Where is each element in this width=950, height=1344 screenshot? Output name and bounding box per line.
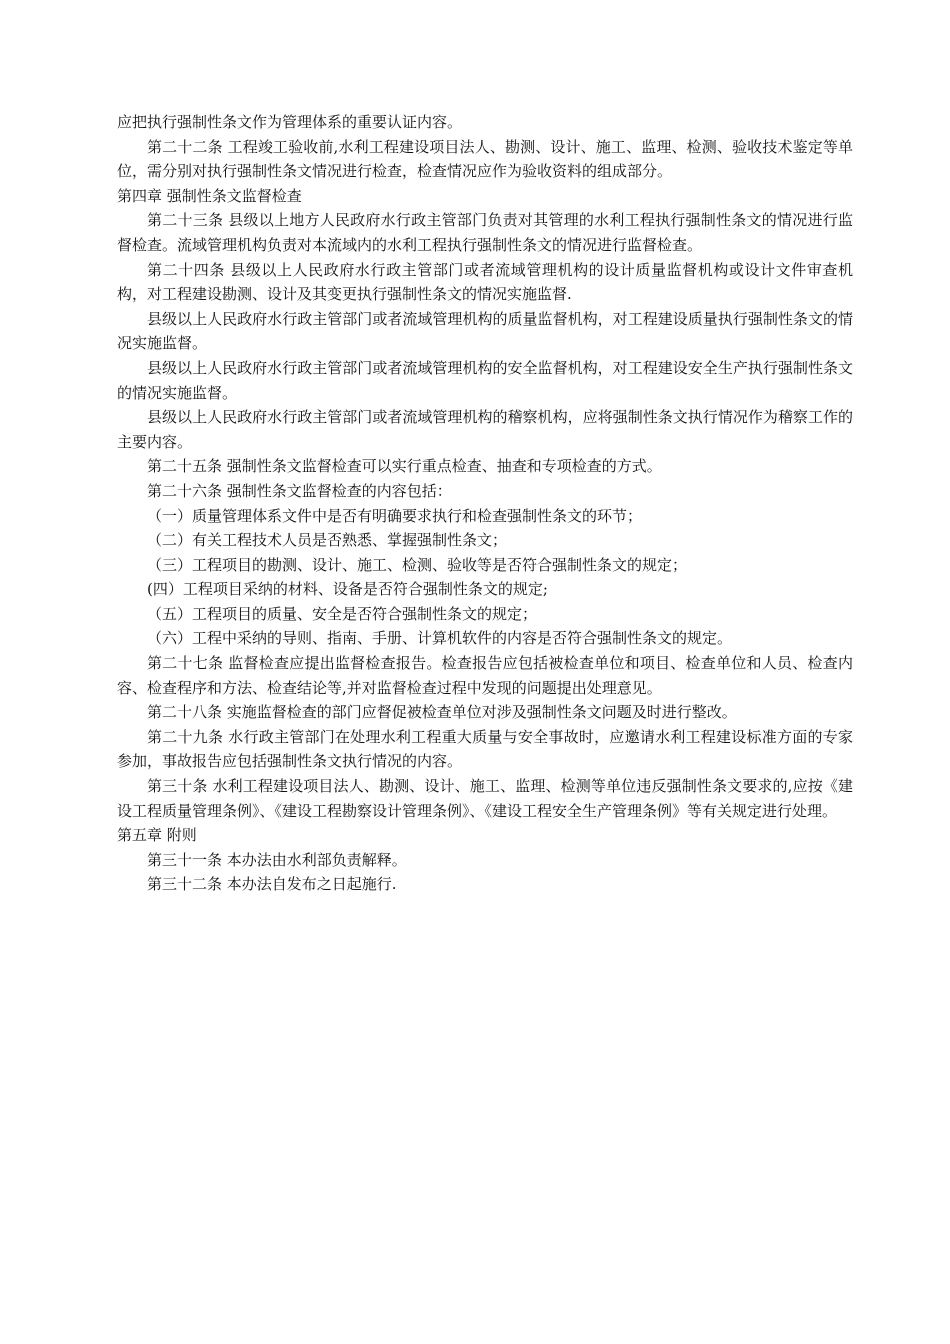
article-24-paragraph-2: 县级以上人民政府水行政主管部门或者流域管理机构的质量监督机构，对工程建设质量执行强制性条文的情况实施监督。 (117, 309, 853, 353)
article-26-item-3: （三）工程项目的勘测、设计、施工、检测、验收等是否符合强制性条文的规定； (147, 555, 688, 574)
article-26-item-6: （六）工程中采纳的导则、指南、手册、计算机软件的内容是否符合强制性条文的规定。 (147, 629, 733, 648)
article-29: 第二十九条 水行政主管部门在处理水利工程重大质量与安全事故时，应邀请水利工程建设标准方面的专家参加，事故报告应包括强制性条文执行情况的内容。 (117, 727, 853, 771)
article-30: 第三十条 水利工程建设项目法人、勘测、设计、施工、监理、检测等单位违反强制性条文要求的,应按《建设工程质量管理条例》、《建设工程勘察设计管理条例》、《建设工程安全生产管理条例》等有关规定进行处理。 (117, 777, 853, 820)
paragraph-continuation: 应把执行强制性条文作为管理体系的重要认证内容。 (117, 113, 463, 131)
article-22: 第二十二条 工程竣工验收前,水利工程建设项目法人、勘测、设计、施工、监理、检测、验收技术鉴定等单位，需分别对执行强制性条文情况进行检查，检查情况应作为验收资料的组成部分。 (117, 137, 853, 181)
article-25: 第二十五条 强制性条文监督检查可以实行重点检查、抽查和专项检查的方式。 (147, 457, 662, 476)
article-24-paragraph-4: 县级以上人民政府水行政主管部门或者流域管理机构的稽察机构，应将强制性条文执行情况作为稽察工作的主要内容。 (117, 408, 853, 451)
article-31: 第三十一条 本办法由水利部负责解释。 (147, 850, 407, 869)
article-23: 第二十三条 县级以上地方人民政府水行政主管部门负责对其管理的水利工程执行强制性条文的情况进行监督检查。流域管理机构负责对本流域内的水利工程执行强制性条文的情况进行监督检查。 (117, 211, 853, 254)
chapter-4-heading: 第四章 强制性条文监督检查 (117, 186, 302, 205)
article-26: 第二十六条 强制性条文监督检查的内容包括： (147, 481, 452, 500)
article-24: 第二十四条 县级以上人民政府水行政主管部门或者流域管理机构的设计质量监督机构或设计文件审查机构，对工程建设勘测、设计及其变更执行强制性条文的情况实施监督. (117, 260, 853, 304)
chapter-5-heading: 第五章 附则 (117, 826, 197, 845)
article-24-paragraph-3: 县级以上人民政府水行政主管部门或者流域管理机构的安全监督机构，对工程建设安全生产执行强制性条文的情况实施监督。 (117, 358, 853, 402)
article-32: 第三十二条 本办法自发布之日起施行. (147, 875, 397, 894)
article-28: 第二十八条 实施监督检查的部门应督促被检查单位对涉及强制性条文问题及时进行整改。 (147, 703, 737, 722)
document-body (117, 110, 853, 897)
article-27: 第二十七条 监督检查应提出监督检查报告。检查报告应包括被检查单位和项目、检查单位和人员、检查内容、检查程序和方法、检查结论等,并对监督检查过程中发现的问题提出处理意见。 (117, 654, 853, 697)
article-26-item-5: （五）工程项目的质量、安全是否符合强制性条文的规定； (147, 604, 538, 623)
article-26-item-2: （二）有关工程技术人员是否熟悉、掌握强制性条文； (147, 531, 508, 550)
article-26-item-1: （一）质量管理体系文件中是否有明确要求执行和检查强制性条文的环节； (147, 506, 643, 525)
article-26-item-4: (四）工程项目采纳的材料、设备是否符合强制性条文的规定; (147, 580, 548, 599)
